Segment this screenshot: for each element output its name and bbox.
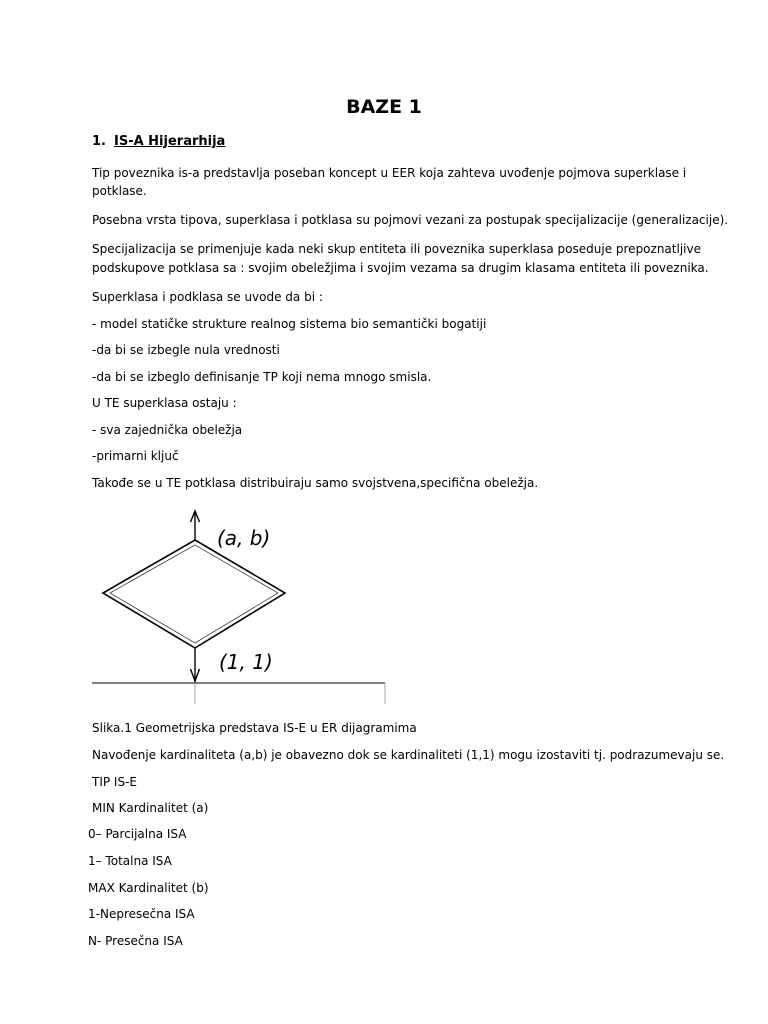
paragraph-line: potklase. bbox=[92, 184, 147, 198]
list-item: -da bi se izbegle nula vrednosti bbox=[92, 343, 280, 357]
list-item: 1-Nepresečna ISA bbox=[88, 907, 195, 921]
figure-caption: Slika.1 Geometrijska predstava IS-E u ER dijagramima bbox=[92, 721, 417, 735]
paragraph-line: Navođenje kardinaliteta (a,b) je obavezno dok se kardinaliteti (1,1) mogu izostaviti tj. podrazumevaju se. bbox=[92, 748, 725, 762]
isa-diamond-inner bbox=[110, 545, 278, 643]
paragraph-line: Superklasa i podklasa se uvode da bi : bbox=[92, 290, 323, 304]
list-item: 1– Totalna ISA bbox=[88, 854, 172, 868]
list-item: 0– Parcijalna ISA bbox=[88, 827, 187, 841]
paragraph-line: Posebna vrsta tipova, superklasa i potklasa su pojmovi vezani za postupak specijalizacije (generalizacije). bbox=[92, 213, 729, 227]
list-item: -da bi se izbeglo definisanje TP koji nema mnogo smisla. bbox=[92, 370, 432, 384]
paragraph-line: podskupove potklasa sa : svojim obeležjima i svojim vezama sa drugim klasama entiteta ili poveznika. bbox=[92, 261, 709, 275]
paragraph-line: U TE superklasa ostaju : bbox=[92, 396, 237, 410]
paragraph-line: Specijalizacija se primenjuje kada neki skup entiteta ili poveznika superklasa poseduje prepoznatljive bbox=[92, 242, 701, 256]
document-title: BAZE 1 bbox=[346, 96, 422, 118]
label-ab: (a, b) bbox=[217, 526, 271, 550]
paragraph-line: MAX Kardinalitet (b) bbox=[88, 881, 209, 895]
list-item: -primarni ključ bbox=[92, 449, 179, 463]
label-11: (1, 1) bbox=[219, 650, 273, 674]
list-item: - model statičke strukture realnog sistema bio semantički bogatiji bbox=[92, 317, 487, 331]
isa-diagram bbox=[0, 500, 768, 710]
section-number: 1. bbox=[92, 134, 106, 149]
isa-diamond bbox=[103, 540, 285, 648]
paragraph-line: MIN Kardinalitet (a) bbox=[92, 801, 209, 815]
section-heading bbox=[92, 133, 225, 151]
list-item: - sva zajednička obeležja bbox=[92, 423, 243, 437]
paragraph-line: TIP IS-E bbox=[92, 775, 137, 789]
section-heading-text: IS-A Hijerarhija bbox=[114, 134, 226, 149]
paragraph-line: Takođe se u TE potklasa distribuiraju samo svojstvena,specifična obeležja. bbox=[92, 476, 539, 490]
list-item: N- Presečna ISA bbox=[88, 934, 183, 948]
paragraph-line: Tip poveznika is-a predstavlja poseban koncept u EER koja zahteva uvođenje pojmova superklase i bbox=[92, 166, 687, 180]
